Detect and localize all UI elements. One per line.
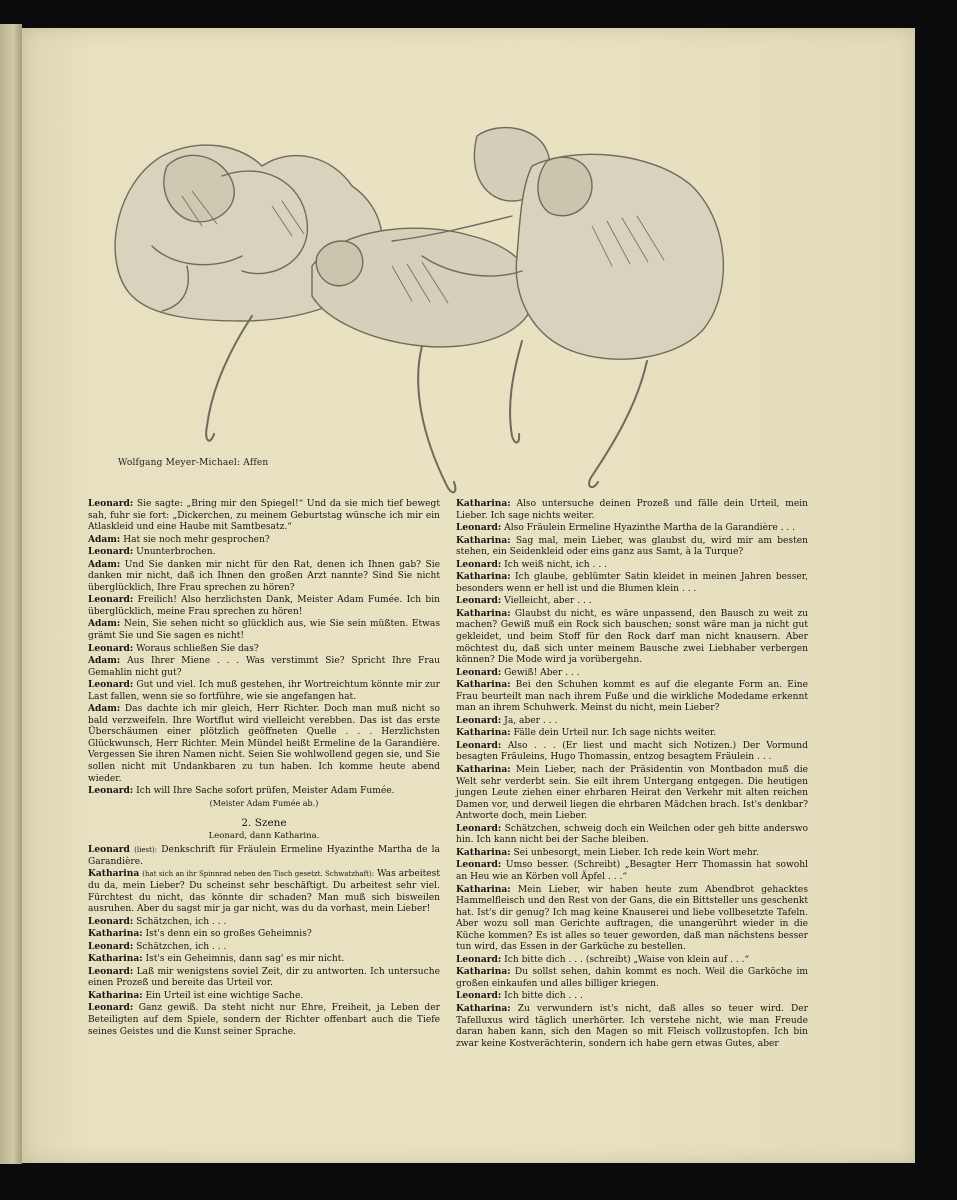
dialogue-text: Du sollst sehen, dahin kommt es noch. Weil die Garköche im großen einkaufen und alles billiger kriegen. — [456, 967, 808, 989]
dialogue-text: Zu verwundern ist's nicht, daß alles so teuer wird. Der Tafelluxus wird täglich unerhörter. Ich verstehe nicht, wie man Freude daran haben kann, sich den Magen so mit Fleisch vollzustopfen. Ich bin zwar keine Kostverächterin, sondern ich habe gern etwas Gutes, aber — [456, 1003, 808, 1049]
dialogue-line — [456, 764, 808, 823]
speaker-name: Katharina: — [88, 953, 143, 965]
stage-direction: (Meister Adam Fumée ab.) — [209, 798, 319, 808]
dialogue-line — [456, 559, 808, 572]
dialogue-text: Ganz gewiß. Da steht nicht nur Ehre, Freiheit, ja Leben der Beteiligten auf dem Spiele, sondern der Richter offenbart auch die Tiefe seines Geistes und die Kunst seiner Sprache. — [88, 1003, 440, 1037]
dialogue-line — [88, 928, 440, 941]
dialogue-text: Ich weiß nicht, ich . . . — [504, 559, 607, 570]
speaker-name: Adam: — [88, 558, 121, 570]
dialogue-text: Schätzchen, ich . . . — [136, 916, 227, 927]
stage-note: (hat sich an ihr Spinnrad neben den Tisch gesetzt. Schwatzhaft): — [142, 870, 375, 879]
dialogue-text: Ich will Ihre Sache sofort prüfen, Meister Adam Fumée. — [136, 786, 395, 797]
dialogue-line — [88, 618, 440, 642]
speaker-name: Katharina — [88, 868, 140, 880]
speaker-name: Leonard: — [88, 594, 134, 606]
speaker-name: Katharina: — [456, 498, 511, 509]
dialogue-text: Ja, aber . . . — [504, 715, 558, 726]
right-column — [456, 498, 808, 1050]
dialogue-text: Mein Lieber, nach der Präsidentin von Montbadon muß die Welt sehr verderbt sein. Sie eilt ihrem Untergang entgegen. Die heutigen jungen Leute ziehen einer ehrbaren Heirat den Verkehr mit alten reichen Damen vor, und derweil liegen die ehrbaren Mädchen brach. Ist's denkbar? Antworte doch, mein Lieber. — [456, 765, 808, 822]
speaker-name: Leonard: — [456, 522, 502, 534]
speaker-name: Leonard: — [88, 1002, 134, 1014]
speaker-name: Leonard: — [456, 859, 502, 871]
dialogue-text: Ununterbrochen. — [136, 547, 216, 558]
speaker-name: Katharina: — [456, 966, 511, 978]
speaker-name: Adam: — [88, 533, 121, 545]
stage-note: (liest): — [134, 846, 158, 855]
dialogue-line — [88, 868, 440, 915]
dialogue-line — [88, 594, 440, 618]
dialogue-text: Nein, Sie sehen nicht so glücklich aus, wie Sie sein müßten. Etwas grämt Sie und Sie sagen es nicht! — [88, 619, 440, 642]
speaker-name: Leonard: — [88, 785, 134, 797]
dialogue-text: Denkschrift für Fräulein Ermeline Hyazinthe Martha de la Garandière. — [88, 845, 440, 867]
dialogue-line — [456, 966, 808, 990]
speaker-name: Leonard: — [456, 595, 502, 607]
speaker-name: Katharina: — [456, 571, 511, 583]
dialogue-text: Also Fräulein Ermeline Hyazinthe Martha de la Garandière . . . — [504, 523, 796, 534]
speaker-name: Leonard: — [456, 666, 502, 678]
dialogue-text: Ist's ein Geheimnis, dann sag' es mir nicht. — [145, 954, 345, 965]
dialogue-line — [456, 522, 808, 535]
dialogue-line — [456, 859, 808, 883]
speaker-name: Katharina: — [456, 883, 511, 895]
dialogue-text: Woraus schließen Sie das? — [136, 643, 259, 654]
speaker-name: Adam: — [88, 703, 121, 715]
dialogue-text: Sei unbesorgt, mein Lieber. Ich rede kein Wort mehr. — [513, 847, 759, 858]
dialogue-line — [456, 667, 808, 680]
speaker-name: Katharina: — [456, 764, 511, 776]
dialogue-line — [88, 703, 440, 785]
speaker-name: Katharina: — [456, 679, 511, 691]
speaker-name: Katharina: — [88, 928, 143, 940]
dialogue-text: Sie sagte: „Bring mir den Spiegel!“ Und da sie mich tief bewegt sah, fuhr sie fort: „Dickerchen, zu meinem Geburtstag wünsche ich mir ein Atlaskleid und eine Haube mit Samtbesatz.“ — [88, 499, 440, 533]
dialogue-text: Gewiß! Aber . . . — [504, 667, 580, 678]
dialogue-line — [456, 595, 808, 608]
scene-title: 2. Szene — [241, 817, 287, 830]
dialogue-line — [88, 953, 440, 966]
dialogue-text: Ist's denn ein so großes Geheimnis? — [145, 929, 312, 940]
text-columns — [88, 498, 812, 1098]
dialogue-text: Ich bitte dich . . . (schreibt) „Waise von klein auf . . .“ — [504, 954, 750, 965]
monkeys-illustration — [92, 106, 752, 516]
dialogue-line — [456, 679, 808, 715]
speaker-name: Leonard: — [456, 990, 502, 1002]
dialogue-line — [88, 941, 440, 954]
dialogue-text: Gut und viel. Ich muß gestehen, ihr Wortreichtum könnte mir zur Last fallen, wenn sie so fortführe, wie sie angefangen hat. — [88, 680, 440, 702]
dialogue-text: Also untersuche deinen Prozeß und fälle dein Urteil, mein Lieber. Ich sage nichts weiter. — [456, 499, 808, 521]
speaker-name: Leonard: — [88, 915, 134, 927]
speaker-name: Leonard: — [456, 822, 502, 834]
dialogue-line — [88, 990, 440, 1003]
speaker-name: Leonard: — [456, 953, 502, 965]
dialogue-text: Hat sie noch mehr gesprochen? — [123, 534, 270, 545]
left-column — [88, 498, 440, 1038]
dialogue-text: Schätzchen, ich . . . — [136, 941, 227, 952]
dialogue-text: Freilich! Also herzlichsten Dank, Meister Adam Fumée. Ich bin überglücklich, meine Frau sprechen zu hören! — [88, 595, 440, 617]
dialogue-line — [456, 571, 808, 595]
dialogue-line — [88, 546, 440, 559]
speaker-name: Katharina: — [456, 1002, 511, 1014]
dialogue-text: Sag mal, mein Lieber, was glaubst du, wird mir am besten stehen, ein Seidenkleid oder eins ganz aus Samt, à la Turque? — [456, 535, 808, 558]
dialogue-text: Und Sie danken mir nicht für den Rat, denen ich Ihnen gab? Sie danken mir nicht, daß ich Ihnen den großen Arzt nannte? Sind Sie nicht überglücklich, Ihre Frau sprechen zu hören? — [88, 559, 440, 593]
dialogue-text: Glaubst du nicht, es wäre unpassend, den Bausch zu weit zu machen? Gewiß muß ein Rock sich bauschen; sonst wäre man ja nicht gut gekleidet, und beim Stoff für den Rock darf man nicht knausern. Aber möchtest du, daß sich unter meinem Bausche zwei Liebhaber verbergen können? Die Mode wird ja vorübergehn. — [456, 608, 808, 666]
dialogue-line — [88, 785, 440, 798]
speaker-name: Leonard: — [88, 642, 134, 654]
left-dialogue — [88, 498, 440, 798]
dialogue-line — [456, 954, 808, 967]
dialogue-text: Ich bitte dich . . . — [504, 991, 583, 1002]
speaker-name: Leonard: — [88, 498, 134, 509]
dialogue-line — [456, 847, 808, 860]
scene-dialogue — [88, 844, 440, 1038]
dialogue-line — [456, 823, 808, 847]
dialogue-text: Bei den Schuhen kommt es auf die elegante Form an. Eine Frau beurteilt man nach ihrem Fuße und die wirkliche Modedame erkennt man an ihrem Schuhwerk. Meinst du nicht, mein Lieber? — [456, 680, 808, 714]
dialogue-text: Schätzchen, schweig doch ein Weilchen oder geh bitte anderswo hin. Ich kann nicht bei der Sache bleiben. — [456, 823, 808, 846]
dialogue-line — [88, 966, 440, 990]
speaker-name: Katharina: — [88, 989, 143, 1001]
previous-page-edge — [0, 24, 22, 1164]
dialogue-text: Laß mir wenigstens soviel Zeit, dir zu antworten. Ich untersuche einen Prozeß und bereite das Urteil vor. — [88, 966, 440, 989]
dialogue-text: Umso besser. (Schreibt) „Besagter Herr Thomassin hat sowohl an Heu wie an Körben voll Äpfel . . .“ — [456, 860, 808, 882]
speaker-name: Leonard: — [456, 714, 502, 726]
dialogue-text: Ich glaube, geblümter Satin kleidet in meinen Jahren besser, besonders wenn er hell ist und die Blumen klein . . . — [456, 572, 808, 594]
dialogue-line — [88, 679, 440, 703]
dialogue-text: Mein Lieber, wir haben heute zum Abendbrot gehacktes Hammelfleisch und den Rest von der Gans, die ein Bittsteller uns geschenkt hat. Ist's dir genug? Ich mag keine Knauserei und liebe vollbesetzte Tafeln. Aber wozu soll man Gerichte auftragen, die unangerührt wieder in die Küche kommen? Es ist alles so teuer geworden, daß man nächstens besser tun wird, das Essen in der Garküche zu bestellen. — [456, 884, 808, 953]
dialogue-text: Vielleicht, aber . . . — [504, 596, 592, 607]
dialogue-line — [456, 1003, 808, 1050]
dialogue-text: Ein Urteil ist eine wichtige Sache. — [145, 990, 304, 1001]
dialogue-line — [456, 884, 808, 954]
dialogue-line — [88, 498, 440, 534]
dialogue-line — [88, 559, 440, 595]
speaker-name: Adam: — [88, 655, 121, 667]
speaker-name: Leonard: — [456, 558, 502, 570]
dialogue-line — [88, 844, 440, 868]
dialogue-line — [456, 608, 808, 667]
dialogue-line — [456, 535, 808, 559]
dialogue-line — [88, 1002, 440, 1038]
illustration-caption: Wolfgang Meyer-Michael: Affen — [118, 458, 269, 468]
dialogue-line — [456, 990, 808, 1003]
scene-subtitle: Leonard, dann Katharina. — [208, 830, 320, 841]
dialogue-line — [88, 643, 440, 656]
speaker-name: Katharina: — [456, 534, 511, 546]
speaker-name: Leonard — [88, 844, 130, 856]
dialogue-text: Was arbeitest du da, mein Lieber? Du scheinst sehr beschäftigt. Du arbeitest sehr viel. Fürchtest du nicht, das könnte dir schaden? Man muß sich bisweilen ausruhen. Aber du sagst mir ja gar nicht, was du da vorhast, mein Lieber! — [88, 869, 440, 915]
dialogue-text: Aus Ihrer Miene . . . Was verstimmt Sie? Spricht Ihre Frau Gemahlin nicht gut? — [88, 656, 440, 678]
dialogue-line — [456, 740, 808, 764]
dialogue-line — [88, 534, 440, 547]
speaker-name: Katharina: — [456, 846, 511, 858]
dialogue-line — [456, 498, 808, 522]
speaker-name: Leonard: — [88, 546, 134, 558]
magazine-page — [22, 28, 915, 1163]
dialogue-line — [88, 916, 440, 929]
speaker-name: Katharina: — [456, 607, 511, 619]
speaker-name: Adam: — [88, 618, 121, 630]
speaker-name: Leonard: — [88, 965, 134, 977]
speaker-name: Katharina: — [456, 727, 511, 739]
dialogue-line — [456, 715, 808, 728]
dialogue-text: Das dachte ich mir gleich, Herr Richter. Doch man muß nicht so bald verzweifeln. Ihre Wortflut wird vielleicht verebben. Das ist das erste Überschäumen einer plötzlich geöffneten Quelle . . . Herzlichsten Glückwunsch, Herr Richter. Mein Mündel heißt Ermeline de la Garandière. Vergessen Sie ihren Namen nicht. Seien Sie wohlwollend gegen sie, und Sie sollen nicht mit Undankbaren zu tun haben. Ich komme heute abend wieder. — [88, 704, 441, 784]
dialogue-line — [456, 727, 808, 740]
speaker-name: Leonard: — [88, 940, 134, 952]
speaker-name: Leonard: — [88, 679, 134, 691]
dialogue-text: Also . . . (Er liest und macht sich Notizen.) Der Vormund besagten Fräuleins, Hugo Thomassin, entzog besagtem Fräulein . . . — [456, 740, 808, 763]
speaker-name: Leonard: — [456, 739, 502, 751]
dialogue-text: Fälle dein Urteil nur. Ich sage nichts weiter. — [513, 728, 717, 739]
dialogue-line — [88, 655, 440, 679]
